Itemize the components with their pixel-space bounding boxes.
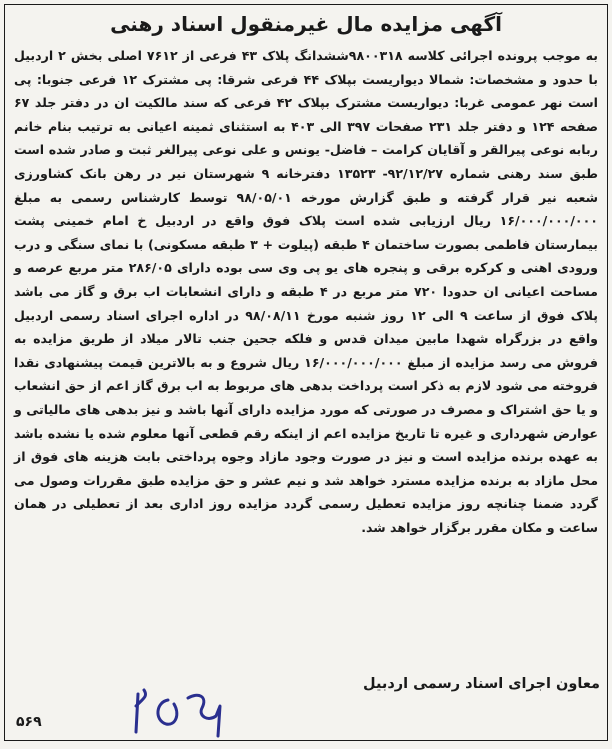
- signature-line: معاون اجرای اسناد رسمی اردبیل: [363, 676, 600, 692]
- notice-paragraph: به موجب پرونده اجرائی کلاسه ۹۸۰۰۳۱۸ششدانگ پلاک ۴۳ فرعی از ۷۶۱۲ اصلی بخش ۲ اردبیل با حدود و مشخصات: شمالا دیواریست بپلاک ۴۴ فرعی شرقا: پی مشترک ۱۲ فرعی جنوبا: پی است نهر عمومی غربا: دیواریست مشترک بپلاک ۴۲ فرعی که سند مالکیت ان در دفتر جلد ۶۷ صفحه ۱۲۴ و دفتر جلد ۲۳۱ صفحات ۳۹۷ الی ۴۰۳ به استثنای ثمینه اعیانی به ترتیب بنام خانم ربابه نوعی پیرالقر و آقایان کرامت – فاضل- یونس و علی نوعی پیرالغر ثبت و صادر شده است طبق سند رهنی شماره ۹۲/۱۲/۲۷- ۱۳۵۲۳ دفترخانه ۹ شهرستان نیر در رهن بانک کشاورزی شعبه نیر قرار گرفته و طبق گزارش مورخه ۹۸/۰۵/۰۱ توسط کارشناس رسمی به مبلغ ۱۶/۰۰۰/۰۰۰/۰۰۰ ریال ارزیابی شده است پلاک فوق واقع در اردبیل خ امام خمینی پشت بیمارستان فاطمی بصورت ساختمان ۴ طبقه (پیلوت + ۳ طبقه مسکونی) با نمای سنگی و درب ورودی اهنی و کرکره برقی و پنجره های یو پی وی سی بوده دارای ۲۸۶/۰۵ متر مربع عرصه و مساحت اعیانی ان حدودا ۷۲۰ متر مربع در ۴ طبقه و دارای انشعابات اب برق و گاز می باشد پلاک فوق از ساعت ۹ الی ۱۲ روز شنبه مورخ ۹۸/۰۸/۱۱ در اداره اجرای اسناد رسمی اردبیل واقع در بزرگراه شهدا مابین میدان قدس و فلکه جحین جنب تالار میلاد از طریق مزایده به فروش می رسد مزایده از مبلغ ۱۶/۰۰۰/۰۰۰/۰۰۰ ریال شروع و به بالاترین قیمت پیشنهادی نقدا فروخته می شود لازم به ذکر است پرداخت بدهی های مربوط به اب برق گاز اعم از حق انشعاب و یا حق اشتراک و مصرف در صورتی که مورد مزایده دارای آنها باشد و نیز بدهی های مالیاتی و عوارض شهرداری و غیره تا تاریخ مزایده اعم از اینکه رقم قطعی آنها معلوم شده یا نشده باشد به عهده برنده مزایده است و نیز در صورت وجود مازاد وجوه پرداختی بابت هزینه های فوق از محل مازاد به برنده مزایده مسترد خواهد شد و نیم عشر و حق مزایده طبق مقررات وصول می گردد ضمنا چنانچه روز مزایده تعطیل رسمی گردد مزایده روز اداری بعد از تعطیلی در همان ساعت و مکان مقرر برگزار خواهد شد.: [14, 48, 599, 535]
- notice-title: آگهی مزایده مال غیرمنقول اسناد رهنی: [110, 12, 502, 36]
- notice-body: [8, 44, 604, 539]
- handwritten-number-icon: [130, 686, 230, 742]
- reference-number: ۵۶۹: [16, 714, 42, 730]
